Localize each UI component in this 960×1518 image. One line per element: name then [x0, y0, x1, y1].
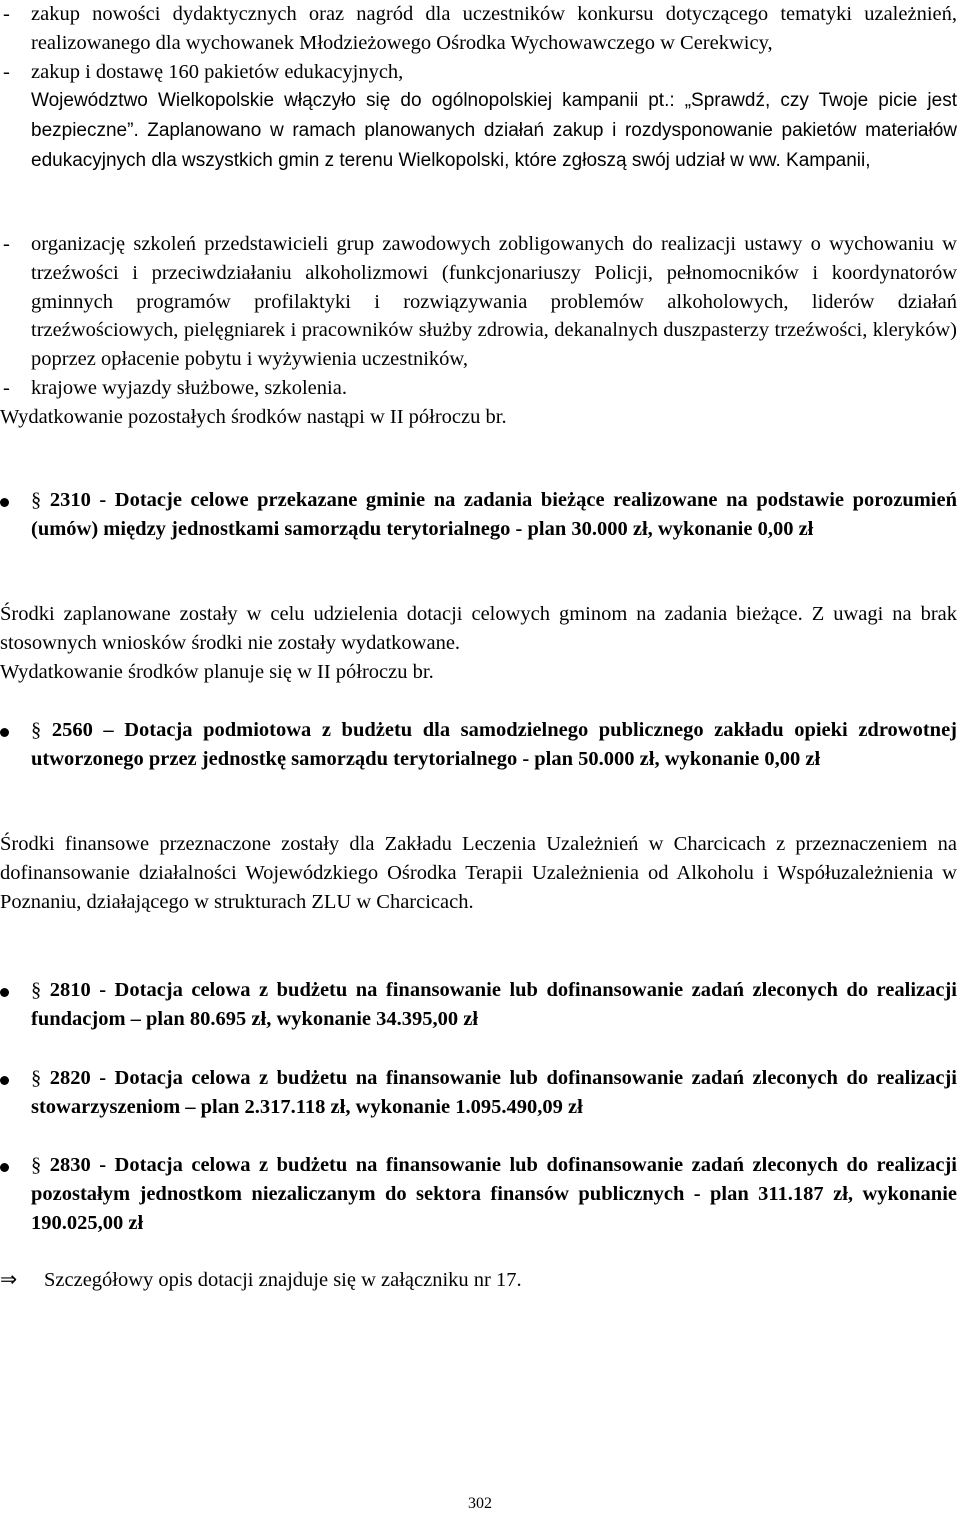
attachment-note-text: Szczegółowy opis dotacji znajduje się w załączniku nr 17. — [44, 1269, 522, 1291]
section-heading-text: 2560 – Dotacja podmiotowa z budżetu dla samodzielnego publicznego zakładu opieki zdrowotnej utworzonego przez jednostkę samorządu terytorialnego - plan 50.000 zł, wykonanie 0,00 zł — [31, 719, 958, 770]
dash-marker: - — [3, 60, 10, 83]
closing-sentence: Wydatkowanie pozostałych środków nastąpi w II półroczu br. — [0, 405, 507, 428]
section-sign-icon: § — [31, 1154, 50, 1176]
list-item — [0, 230, 957, 374]
list-item — [0, 0, 957, 58]
section-2810-heading — [0, 976, 957, 1034]
section-sign-icon: § — [31, 489, 50, 511]
dash-marker: - — [3, 3, 10, 25]
bullet-icon — [0, 498, 9, 507]
section-2310-heading — [0, 486, 957, 544]
dash-marker: - — [3, 233, 10, 255]
list-item-text: zakup i dostawę 160 pakietów edukacyjnych, — [31, 60, 404, 83]
campaign-text-continued: Zaplanowano w ramach planowanych działań zakup i rozdysponowanie pakietów materiałów edukacyjnych dla wszystkich gmin z terenu Wielkopolski, które zgłoszą swój udział w ww. Kampanii, — [31, 120, 958, 171]
list-item-text: organizację szkoleń przedstawicieli grup zawodowych zobligowanych do realizacji ustawy o wychowaniu w trzeźwości i przeciwdziałaniu alkoholizmowi (funkcjonariuszy Policji, pełnomocników i koordynatorów gminnych programów profilaktyki i rozwiązywania problemów alkoholowych, liderów działań trzeźwościowych, pielęgniarek i pracowników służby zdrowia, dekanalnych duszpasterzy trzeźwości, kleryków) poprzez opłacenie pobytu i wyżywienia uczestników, — [31, 233, 957, 371]
list-item-text: krajowe wyjazdy służbowe, szkolenia. — [31, 376, 347, 399]
dash-marker: - — [3, 376, 10, 399]
body-text: Środki finansowe przeznaczone zostały dla Zakładu Leczenia Uzależnień w Charcicach z przeznaczeniem na dofinansowanie działalności Wojewódzkiego Ośrodka Terapii Uzależnienia od Alkoholu i Współuzależnienia w Poznaniu, działającego w strukturach ZLU w Charcicach. — [0, 833, 957, 913]
list-item — [0, 374, 957, 403]
double-arrow-icon: ⇒ — [0, 1269, 18, 1291]
section-sign-icon: § — [31, 1067, 50, 1089]
campaign-paragraph — [0, 86, 957, 175]
bullet-icon — [0, 988, 9, 997]
bullet-icon — [0, 1076, 9, 1085]
section-heading-text: 2810 - Dotacja celowa z budżetu na finansowanie lub dofinansowanie zadań zleconych do realizacji fundacjom – plan 80.695 zł, wykonanie 34.395,00 zł — [31, 979, 957, 1030]
page-number: 302 — [468, 1495, 492, 1512]
section-heading-text: 2310 - Dotacje celowe przekazane gminie na zadania bieżące realizowane na podstawie porozumień (umów) między jednostkami samorządu terytorialnego - plan 30.000 zł, wykonanie 0,00 zł — [31, 489, 957, 540]
section-2830-heading — [0, 1151, 957, 1237]
section-2560-heading — [0, 716, 957, 774]
list-item-text: zakup nowości dydaktycznych oraz nagród dla uczestników konkursu dotyczącego tematyki uzależnień, realizowanego dla wychowanek Młodzieżowego Ośrodka Wychowawczego w Cerekwicy, — [31, 3, 957, 54]
section-heading-text: 2820 - Dotacja celowa z budżetu na finansowanie lub dofinansowanie zadań zleconych do realizacji stowarzyszeniom – plan 2.317.118 zł, wykonanie 1.095.490,09 zł — [31, 1067, 957, 1118]
section-sign-icon: § — [31, 979, 50, 1001]
section-sign-icon: § — [31, 719, 52, 741]
bullet-icon — [0, 728, 9, 737]
top-list — [0, 0, 957, 176]
section-2310-body — [0, 600, 957, 686]
body-text: Środki zaplanowane zostały w celu udzielenia dotacji celowych gminom na zadania bieżące. Z uwagi na brak stosownych wniosków środki nie zostały wydatkowane. — [0, 603, 957, 654]
list-item — [0, 58, 957, 87]
section-2560-body — [0, 830, 957, 916]
section-2820-heading — [0, 1064, 957, 1122]
training-list — [0, 230, 957, 432]
section-heading-text: 2830 - Dotacja celowa z budżetu na finansowanie lub dofinansowanie zadań zleconych do realizacji pozostałym jednostkom niezaliczanym do sektora finansów publicznych - plan 311.187 zł, wykonanie 190.025,00 zł — [31, 1154, 957, 1234]
campaign-text: Województwo Wielkopolskie włączyło się do ogólnopolskiej kampanii pt.: „Sprawdź, czy Twoje picie jest bezpieczne”. — [31, 90, 957, 142]
bullet-icon — [0, 1163, 9, 1172]
body-text: Wydatkowanie środków planuje się w II półroczu br. — [0, 660, 434, 683]
